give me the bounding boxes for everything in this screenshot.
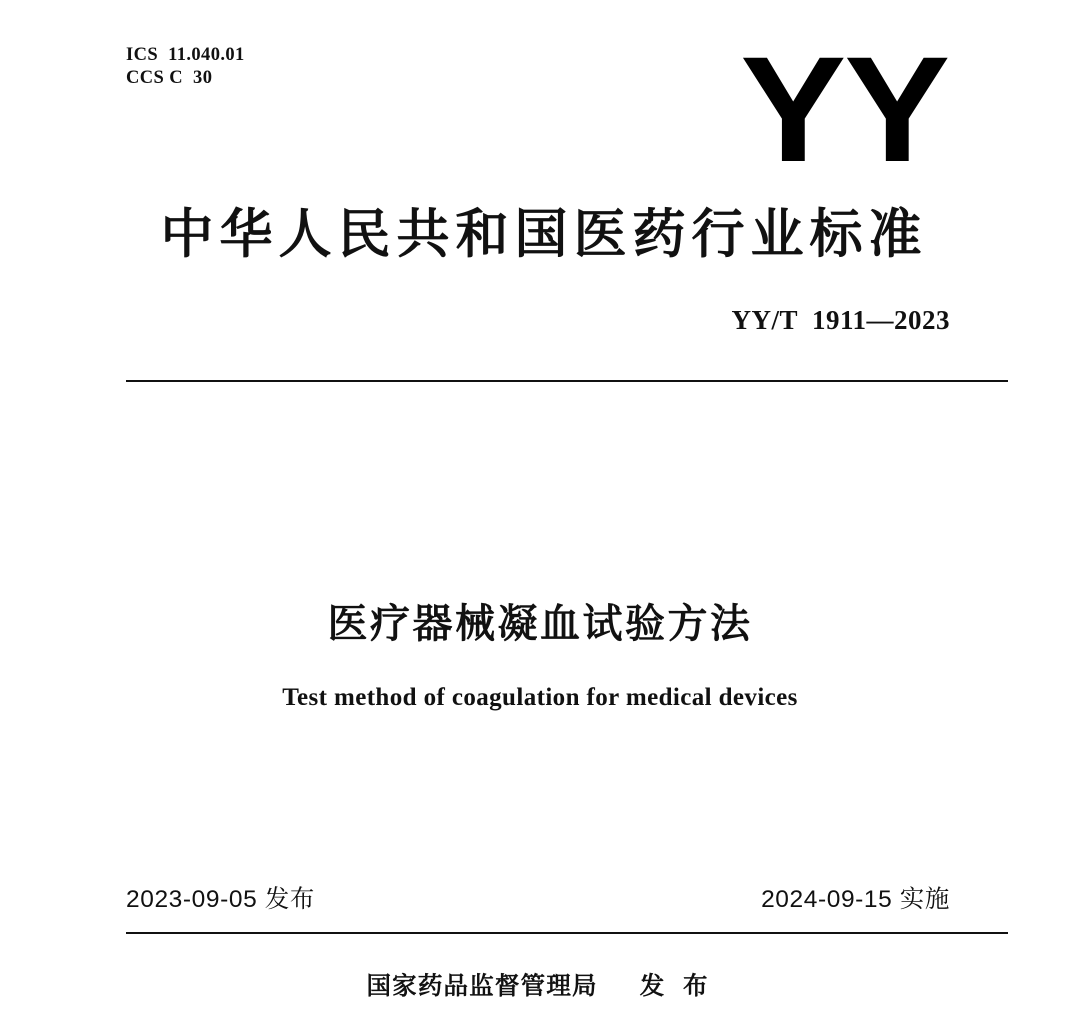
yy-logo: YY xyxy=(740,25,948,193)
publisher-line xyxy=(0,967,1080,1002)
page-title: 医疗器械凝血试验方法 xyxy=(327,602,753,646)
issue-date: 2023-09-05 发布 xyxy=(126,886,315,913)
publisher-verb: 发 布 xyxy=(639,973,714,1000)
page-title-english: Test method of coagulation for medical devices xyxy=(282,684,798,711)
ics-code: ICS 11.040.01 xyxy=(126,45,245,65)
standard-series-heading: 中华人民共和国医药行业标准 xyxy=(160,205,928,264)
divider-bottom xyxy=(126,932,1008,934)
ccs-code: CCS C 30 xyxy=(126,67,213,88)
standard-number: YY/T 1911—2023 xyxy=(731,305,950,335)
publisher-name: 国家药品监督管理局 xyxy=(366,973,598,1000)
classification-codes xyxy=(126,44,245,89)
divider-top xyxy=(126,380,1008,382)
effective-date: 2024-09-15 实施 xyxy=(761,886,950,913)
